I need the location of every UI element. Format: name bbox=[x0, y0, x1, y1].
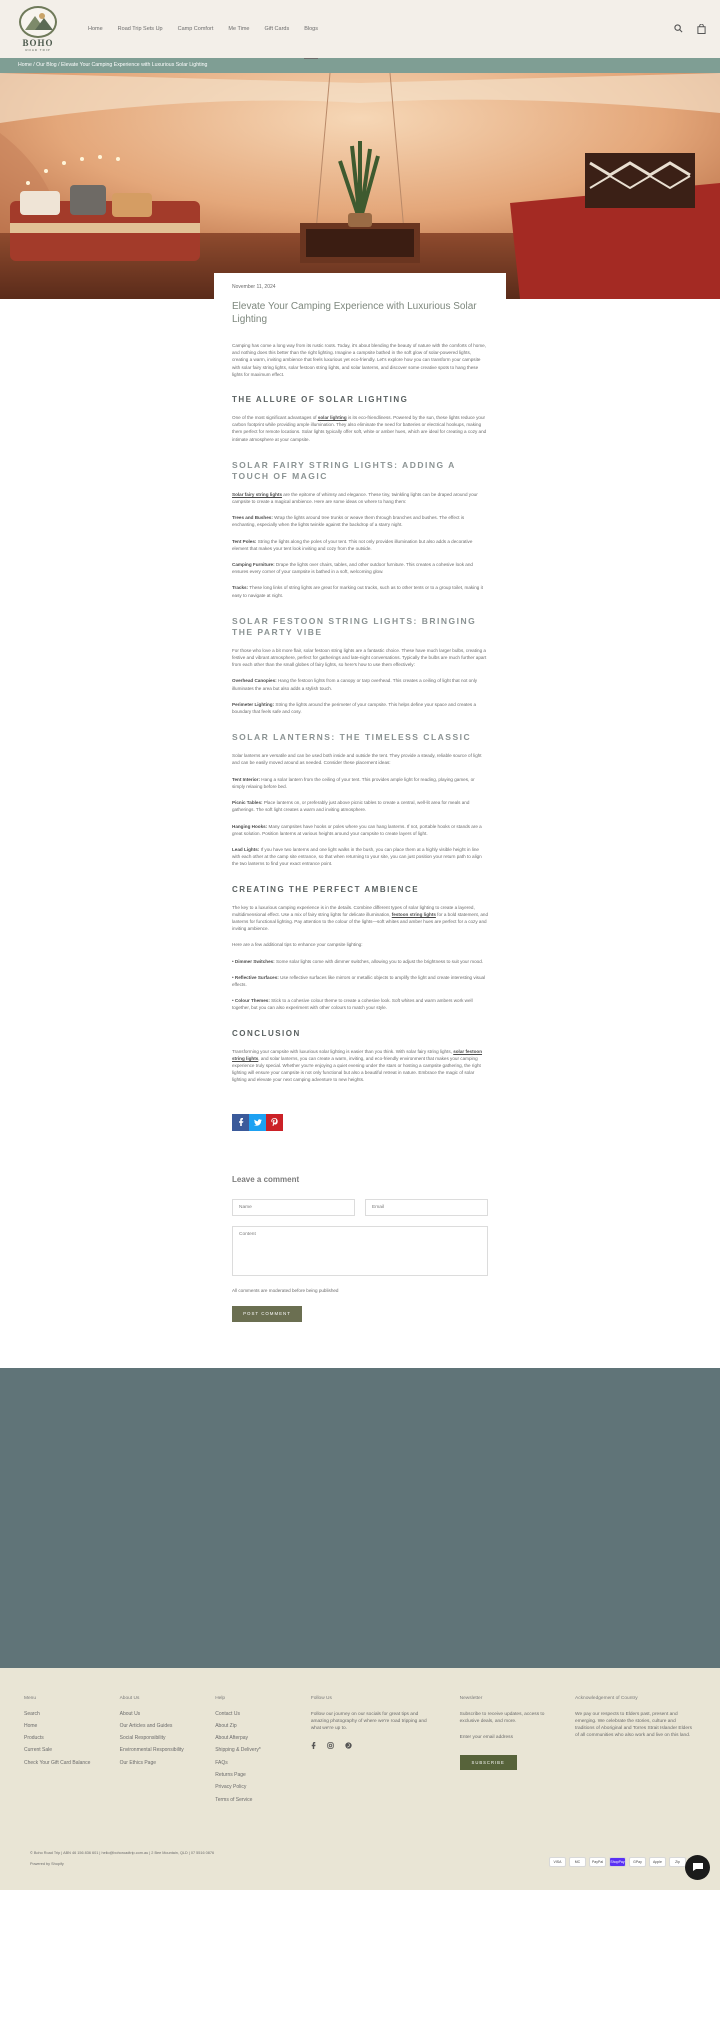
pinterest-icon[interactable] bbox=[345, 1742, 352, 1749]
nav-blogs[interactable]: Blogs bbox=[304, 26, 318, 32]
footer-link-environmental[interactable]: Environmental Responsibility bbox=[119, 1747, 184, 1754]
footer-link-returns[interactable]: Returns Page bbox=[215, 1772, 246, 1779]
zip-icon: Zip bbox=[669, 1857, 686, 1867]
tip-item-1: • Dimmer Switches: Some solar lights come with dimmer switches, allowing you to adjust the brightness to suit your mood. bbox=[232, 958, 484, 964]
subscribe-button[interactable]: SUBSCRIBE bbox=[460, 1755, 517, 1770]
footer-link-zip[interactable]: About Zip bbox=[215, 1722, 237, 1729]
footer-link-products[interactable]: Products bbox=[24, 1735, 44, 1742]
solar-festoon-link[interactable]: solar festoon string lights bbox=[232, 1048, 483, 1061]
breadcrumb[interactable]: Home / Our Blog / Elevate Your Camping Experience with Luxurious Solar Lighting bbox=[0, 58, 720, 73]
site-header bbox=[0, 0, 720, 58]
footer-link-ethics[interactable]: Our Ethics Page bbox=[119, 1759, 157, 1766]
powered-by-shopify[interactable]: Powered by Shopify bbox=[30, 1861, 64, 1866]
footer-ack-column bbox=[575, 1696, 696, 1809]
footer-link-contact[interactable]: Contact Us bbox=[215, 1710, 240, 1717]
email-field[interactable]: Email bbox=[365, 1199, 488, 1216]
footer-ack-heading: Acknowledgement of Country bbox=[575, 1695, 638, 1701]
lantern-item-2: Picnic Tables: Place lanterns on, or preferably just above picnic tables to create a central, well-lit area for meals and gatherings. The soft light creates a warm and inviting atmosphere. bbox=[232, 800, 470, 813]
footer-bottom bbox=[30, 1848, 214, 1870]
lantern-item-4: Lead Lights: If you have two lanterns and one light walks in the bush, you can place them at a highly visible height in line with each other at the camp site entrance, so that when returning to your site, you can just position your return path to align the two lanterns to find your exact entrance point. bbox=[232, 846, 482, 867]
google-pay-icon: GPay bbox=[629, 1857, 646, 1867]
footer-link-afterpay[interactable]: About Afterpay bbox=[215, 1735, 249, 1742]
festoon-item-1: Overhead Canopies: Hang the festoon lights from a canopy or tarp overhead. This creates a ceiling of light that not only illuminates the area but also adds a stylish touch. bbox=[232, 678, 478, 691]
footer-newsletter-column bbox=[460, 1696, 575, 1809]
brand-logo[interactable] bbox=[18, 6, 58, 52]
visa-icon: VISA bbox=[549, 1857, 566, 1867]
twitter-icon bbox=[254, 1119, 262, 1126]
footer-help-heading: Help bbox=[215, 1695, 226, 1701]
hero-image bbox=[0, 73, 720, 299]
festoon-intro: For those who love a bit more flair, solar festoon string lights are a fantastic choice. These have much larger bulbs, creating a festive and vibrant atmosphere, perfect for gatherings and late-night conversations. Typically the bulbs are much further apart from each other than the small globes of fairy lights, so here's how to use them effectively: bbox=[232, 647, 487, 668]
facebook-icon[interactable] bbox=[311, 1742, 316, 1749]
footer-link-articles[interactable]: Our Articles and Guides bbox=[119, 1722, 173, 1729]
fairy-item-2: Trees and Bushes: Wrap the lights around tree trunks or weave them through branches and bushes. The effect is enchanting, especially when the lights twinkle against the backdrop of a starry night. bbox=[232, 515, 465, 528]
section-heading-conclusion: CONCLUSION bbox=[232, 1028, 301, 1038]
conclusion-paragraph: Transforming your campsite with luxurious solar lighting is easier than you think. With solar fairy string lights, solar festoon string lights, and solar lanterns, you can create a warm, inviting, and eco-friendly environment that makes your camping experience truly special. Whether you're enjoying a quiet evening under the stars or hosting a campsite gathering, the right lighting will ensure your campsite is not only functional but also a beautiful retreat in nature. Embrace the magic of solar lighting and elevate your next camping adventure to new heights. bbox=[232, 1048, 483, 1083]
footer-link-faqs[interactable]: FAQs bbox=[215, 1759, 228, 1766]
chat-bubble-icon bbox=[692, 1862, 704, 1872]
footer-link-terms[interactable]: Terms of Service bbox=[215, 1796, 253, 1803]
pinterest-share-button[interactable] bbox=[266, 1114, 283, 1131]
nav-home[interactable]: Home bbox=[88, 26, 103, 32]
tip-item-3: • Colour Themes: Stick to a cohesive colour theme to create a cohesive look. Soft whites and warm ambers work well together, but you can also experiment with other colours to match your style. bbox=[232, 998, 473, 1011]
fairy-item-1: Solar fairy string lights are the epitome of whimsy and elegance. These tiny, twinkling lights can be draped around your campsite to create a magical ambience. Here are some ideas on where to hang them: bbox=[232, 491, 478, 505]
footer-link-home[interactable]: Home bbox=[24, 1722, 38, 1729]
nav-me-time[interactable]: Me Time bbox=[228, 26, 250, 32]
section-heading-fairy-lights: SOLAR FAIRY STRING LIGHTS: ADDING A TOUCH OF MAGIC bbox=[232, 459, 456, 481]
footer-link-search[interactable]: Search bbox=[24, 1710, 40, 1717]
footer-link-privacy[interactable]: Privacy Policy bbox=[215, 1784, 247, 1791]
festoon-item-2: Perimeter Lighting: String the lights around the perimeter of your campsite. This helps define your space and creates a boundary that feels safe and cosy. bbox=[232, 701, 477, 715]
payment-methods bbox=[549, 1857, 706, 1867]
footer-follow-heading: Follow Us bbox=[310, 1695, 332, 1701]
slate-banner bbox=[0, 1368, 720, 1668]
tent-interior-photo bbox=[0, 73, 720, 299]
logo-wordmark: BOHO bbox=[22, 38, 54, 48]
comment-heading: Leave a comment bbox=[232, 1174, 300, 1184]
article-intro: Camping has come a long way from its rustic roots. Today, it's about blending the beauty of nature with the comforts of home, and nothing does this better than the right lighting. Imagine a campsite bathed in the soft glow of solar-powered lights, creating a warm, inviting ambience that feels luxurious yet eco-friendly. Let's explore how you can transform your campsite with solar fairy string lights, solar festoon string lights, and solar lanterns, and discover some creative spots to hang these lights for maximum effect. bbox=[232, 343, 487, 377]
ambience-paragraph: The key to a luxurious camping experience is in the details. Combine different types of solar lighting to create a layered, multidimensional effect. Use a mix of fairy string lights for delicate illumination, festoon string lights for a bold statement, and lanterns for functional lighting. Pay attention to the colour of the lights—soft whites and amber hues are perfect for a cozy and inviting ambience. bbox=[232, 904, 489, 932]
footer-link-social-responsibility[interactable]: Social Responsibility bbox=[119, 1735, 166, 1742]
nav-camp-comfort[interactable]: Camp Comfort bbox=[177, 26, 214, 32]
pinterest-icon bbox=[271, 1118, 278, 1126]
footer-link-gift-card-balance[interactable]: Check Your Gift Card Balance bbox=[24, 1759, 91, 1766]
footer-newsletter-text: Subscribe to receive updates, access to exclusive deals, and more. bbox=[459, 1711, 545, 1724]
footer-about-column bbox=[120, 1696, 216, 1809]
footer-link-shipping[interactable]: Shipping & Delivery* bbox=[215, 1747, 261, 1754]
moderation-note: All comments are moderated before being published bbox=[232, 1287, 339, 1293]
ambience-tips-intro: Here are a few additional tips to enhance your campsite lighting: bbox=[232, 942, 363, 948]
apple-pay-icon: Apple bbox=[649, 1857, 666, 1867]
paypal-icon: PayPal bbox=[589, 1857, 606, 1867]
comment-name-email-row bbox=[232, 1199, 488, 1216]
article-title: Elevate Your Camping Experience with Luxurious Solar Lighting bbox=[232, 301, 477, 325]
logo-tagline: ROAD TRIP bbox=[25, 48, 51, 52]
nav-road-trip-sets-up[interactable]: Road Trip Sets Up bbox=[117, 26, 163, 32]
festoon-lights-link[interactable]: festoon string lights bbox=[391, 911, 436, 917]
mountain-logo-icon bbox=[19, 6, 57, 38]
shop-pay-icon: ShopPay bbox=[609, 1857, 626, 1867]
instagram-icon[interactable] bbox=[327, 1742, 334, 1749]
footer-link-current-sale[interactable]: Current Sale bbox=[24, 1747, 53, 1754]
nav-gift-cards[interactable]: Gift Cards bbox=[264, 26, 290, 32]
twitter-share-button[interactable] bbox=[249, 1114, 266, 1131]
newsletter-email-input[interactable]: Enter your email address bbox=[459, 1734, 513, 1740]
comment-textarea[interactable]: Content bbox=[232, 1226, 488, 1276]
chat-widget-button[interactable] bbox=[685, 1855, 710, 1880]
blog-article bbox=[232, 284, 489, 1322]
section-heading-allure: THE ALLURE OF SOLAR LIGHTING bbox=[232, 395, 409, 405]
header-actions bbox=[674, 24, 706, 34]
facebook-icon bbox=[238, 1118, 244, 1126]
allure-paragraph: One of the most significant advantages of solar lighting is its eco-friendliness. Powered by the sun, these lights reduce your carbon footprint while providing ample illumination. They also eliminate the need for batteries or electrical hookups, making them perfect for remote locations. Solar lights typically offer soft, white or amber hues, which are ideal for creating a cozy and intimate atmosphere at your campsite. bbox=[232, 415, 487, 442]
site-footer bbox=[0, 1668, 720, 1890]
article-wrapper bbox=[0, 284, 720, 1322]
footer-link-about-us[interactable]: About Us bbox=[119, 1710, 141, 1717]
mastercard-icon: MC bbox=[569, 1857, 586, 1867]
search-icon[interactable] bbox=[674, 24, 683, 33]
footer-menu-heading: Menu bbox=[24, 1695, 36, 1701]
fairy-item-5: Tracks: These long links of string lights are great for marking out tracks, such as to other tents or to a group toilet, making it easy to navigate at night. bbox=[232, 585, 483, 598]
post-comment-button[interactable]: POST COMMENT bbox=[232, 1306, 302, 1322]
solar-lighting-link[interactable]: solar lighting bbox=[317, 415, 347, 421]
tip-item-2: • Reflective Surfaces: Use reflective surfaces like mirrors or metallic objects to amplify the light and create interesting visual effects. bbox=[232, 974, 486, 987]
footer-menu-column bbox=[24, 1696, 120, 1809]
lantern-item-3: Hanging Hooks: Many campsites have hooks or poles where you can hang lanterns. If not, portable hooks or stands are a great solution. Position lanterns at various heights around your campsite to create layers of light. bbox=[232, 823, 482, 836]
footer-newsletter-heading: Newsletter bbox=[459, 1695, 483, 1701]
fairy-item-4: Camping Furniture: Drape the lights over chairs, tables, and other outdoor furniture. This creates a cohesive look and ensures every corner of your campsite is bathed in a soft, welcoming glow. bbox=[232, 562, 473, 575]
copyright: © Boho Road Trip | ABN 46 156 836 601 | hello@bohoroadtrip.com.au | 2 Bee Mountain, QLD | 07 5516 0876 bbox=[30, 1850, 215, 1855]
facebook-share-button[interactable] bbox=[232, 1114, 249, 1131]
footer-social-icons bbox=[311, 1742, 438, 1749]
footer-ack-text: We pay our respects to Elders past, present and emerging. We celebrate the stories, culture and traditions of Aboriginal and Torres Strait Islander Elders of all communities who also work and live on this land. bbox=[575, 1711, 693, 1739]
footer-follow-column bbox=[311, 1696, 460, 1809]
main-nav bbox=[73, 26, 318, 32]
shopping-bag-icon[interactable] bbox=[697, 24, 706, 34]
fairy-item-3: Tent Poles: String the lights along the poles of your tent. This not only provides illumination but also adds a decorative element that makes your tent look inviting and cozy from the outside. bbox=[232, 538, 473, 551]
footer-follow-text: Follow our journey on our socials for great tips and amazing photography of where we're road tripping and what we're up to. bbox=[310, 1711, 427, 1731]
footer-columns bbox=[24, 1696, 696, 1809]
section-heading-ambience: CREATING THE PERFECT AMBIENCE bbox=[232, 884, 420, 894]
article-date: November 11, 2024 bbox=[232, 284, 276, 290]
name-field[interactable]: Name bbox=[232, 1199, 355, 1216]
share-buttons bbox=[232, 1114, 488, 1131]
footer-help-column bbox=[215, 1696, 311, 1809]
section-heading-festoon: SOLAR FESTOON STRING LIGHTS: BRINGING THE PARTY VIBE bbox=[232, 615, 477, 637]
footer-about-heading: About Us bbox=[119, 1695, 140, 1701]
lanterns-intro: Solar lanterns are versatile and can be used both inside and outside the tent. They provide a steady, reliable source of light and can be easily moved around as needed. Consider these placement ideas: bbox=[232, 753, 482, 766]
section-heading-lanterns: SOLAR LANTERNS: THE TIMELESS CLASSIC bbox=[232, 732, 472, 743]
lantern-item-1: Tent Interior: Hang a solar lantern from the ceiling of your tent. This provides ample light for reading, playing games, or simply relaxing before bed. bbox=[232, 776, 475, 789]
fairy-lights-link[interactable]: Solar fairy string lights bbox=[232, 491, 283, 497]
